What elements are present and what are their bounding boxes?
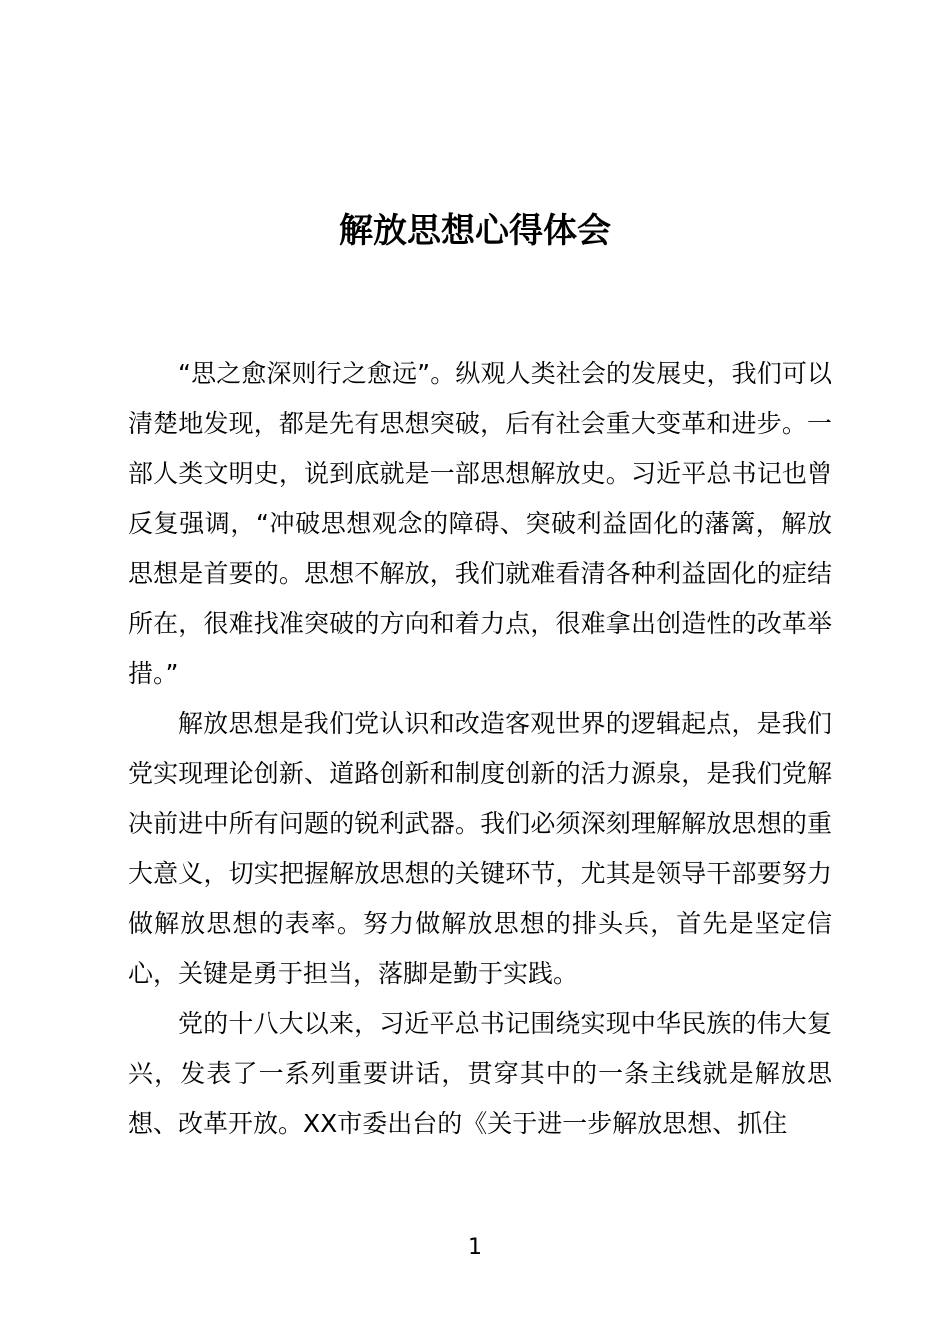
document-title: 解放思想心得体会 <box>339 211 611 251</box>
paragraph-3: 党的十八大以来，习近平总书记围绕实现中华民族的伟大复兴，发表了一系列重要讲话，贯穿其中的一条主线就是解放思想、改革开放。XX市委出台的《关于进一步解放思想、抓住 <box>128 1009 832 1138</box>
page-number: 1 <box>468 1235 482 1260</box>
document-body <box>128 349 832 1149</box>
paragraph-1: “思之愈深则行之愈远”。纵观人类社会的发展史，我们可以清楚地发现，都是先有思想突破，后有社会重大变革和进步。一部人类文明史，说到底就是一部思想解放史。习近平总书记也曾反复强调，“冲破思想观念的障碍、突破利益固化的藩篱，解放思想是首要的。思想不解放，我们就难看清各种利益固化的症结所在，很难找准突破的方向和着力点，很难拿出创造性的改革举措。” <box>128 359 832 688</box>
paragraph-2: 解放思想是我们党认识和改造客观世界的逻辑起点，是我们党实现理论创新、道路创新和制度创新的活力源泉，是我们党解决前进中所有问题的锐利武器。我们必须深刻理解解放思想的重大意义，切实把握解放思想的关键环节，尤其是领导干部要努力做解放思想的表率。努力做解放思想的排头兵，首先是坚定信心，关键是勇于担当，落脚是勤于实践。 <box>128 709 832 988</box>
